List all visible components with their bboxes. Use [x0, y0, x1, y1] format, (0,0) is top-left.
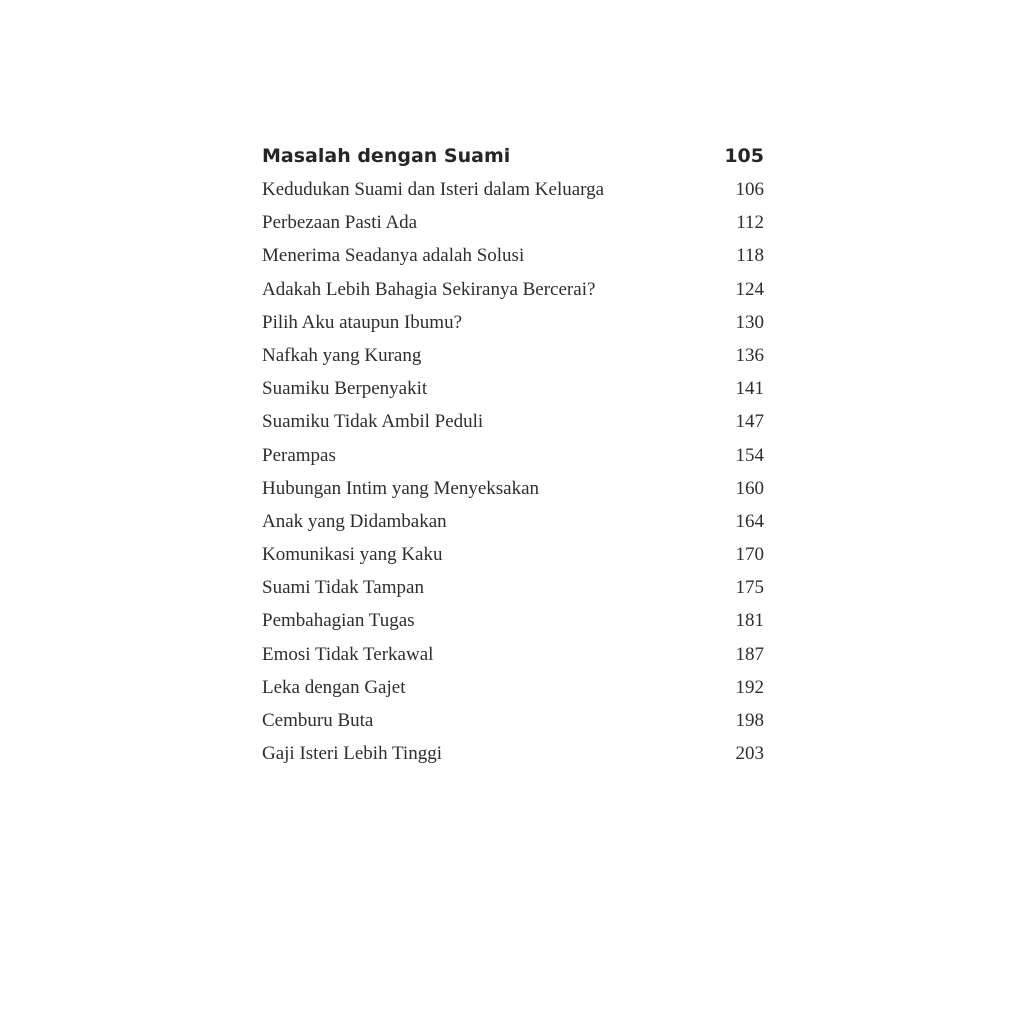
- entry-page-number: 160: [735, 477, 764, 499]
- toc-entry: [262, 206, 764, 239]
- toc-entry: [262, 273, 764, 306]
- toc-entry: [262, 306, 764, 339]
- entry-page-number: 141: [735, 378, 764, 400]
- entry-title: Nafkah yang Kurang: [262, 344, 422, 366]
- toc-entry: [262, 173, 764, 206]
- entry-page-number: 136: [735, 344, 764, 366]
- toc-entry: [262, 472, 764, 505]
- toc-entry: [262, 704, 764, 737]
- toc-entry-list: [262, 173, 764, 770]
- entry-page-number: 192: [735, 676, 764, 698]
- section-header: [262, 139, 764, 173]
- toc-entry: [262, 405, 764, 438]
- entry-title: Komunikasi yang Kaku: [262, 544, 443, 566]
- entry-title: Perampas: [262, 444, 336, 466]
- entry-title: Gaji Isteri Lebih Tinggi: [262, 743, 442, 765]
- entry-title: Suamiku Berpenyakit: [262, 378, 428, 400]
- entry-page-number: 164: [735, 510, 764, 532]
- entry-page-number: 198: [735, 710, 764, 731]
- toc-entry: [262, 538, 764, 571]
- entry-title: Hubungan Intim yang Menyeksakan: [262, 477, 540, 499]
- toc-entry: [262, 372, 764, 405]
- toc-entry: [262, 339, 764, 372]
- entry-title: Suami Tidak Tampan: [262, 577, 424, 599]
- entry-page-number: 130: [735, 311, 764, 333]
- entry-title: Suamiku Tidak Ambil Peduli: [262, 411, 484, 433]
- entry-title: Pembahagian Tugas: [262, 610, 415, 632]
- entry-title: Adakah Lebih Bahagia Sekiranya Bercerai?: [262, 278, 596, 300]
- toc-entry: [262, 505, 764, 538]
- entry-title: Emosi Tidak Terkawal: [262, 643, 434, 665]
- entry-page-number: 187: [735, 643, 764, 665]
- entry-title: Menerima Seadanya adalah Solusi: [262, 245, 525, 267]
- entry-page-number: 170: [735, 544, 764, 566]
- entry-page-number: 147: [735, 411, 764, 433]
- table-of-contents: [262, 139, 764, 770]
- toc-entry: [262, 671, 764, 704]
- entry-title: Leka dengan Gajet: [262, 676, 406, 698]
- entry-title: Anak yang Didambakan: [262, 510, 447, 532]
- entry-page-number: 124: [735, 278, 764, 300]
- entry-page-number: 106: [735, 179, 764, 200]
- toc-entry: [262, 737, 764, 770]
- entry-title: Pilih Aku ataupun Ibumu?: [262, 311, 463, 333]
- entry-page-number: 203: [735, 743, 764, 765]
- toc-entry: [262, 638, 764, 671]
- entry-page-number: 175: [735, 577, 764, 599]
- entry-page-number: 112: [736, 212, 764, 234]
- toc-entry: [262, 571, 764, 604]
- entry-title: Kedudukan Suami dan Isteri dalam Keluarga: [262, 179, 605, 200]
- toc-entry: [262, 604, 764, 637]
- entry-page-number: 154: [735, 444, 764, 466]
- entry-title: Perbezaan Pasti Ada: [262, 212, 418, 234]
- entry-page-number: 181: [735, 610, 764, 632]
- entry-title: Cemburu Buta: [262, 710, 374, 731]
- section-title: Masalah dengan Suami: [262, 145, 511, 167]
- section-page-number: 105: [724, 145, 764, 167]
- entry-page-number: 118: [736, 245, 764, 267]
- toc-entry: [262, 239, 764, 272]
- toc-entry: [262, 439, 764, 472]
